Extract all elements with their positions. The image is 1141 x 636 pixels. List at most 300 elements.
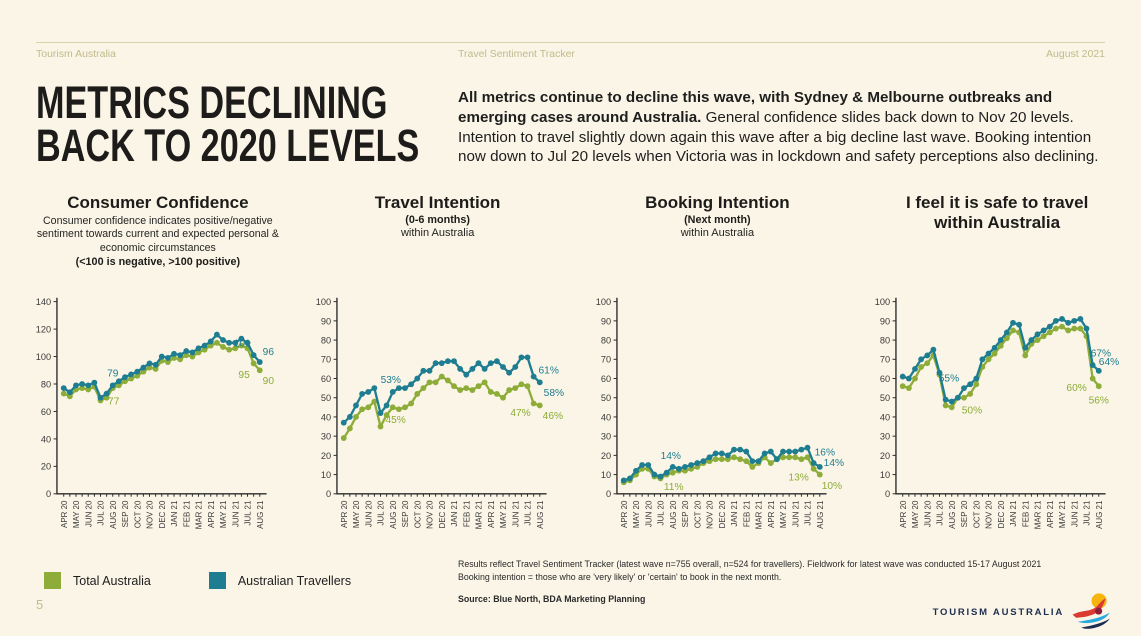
x-tick-label: NOV 20 xyxy=(425,500,435,529)
y-tick-label: 10 xyxy=(880,469,891,480)
data-point xyxy=(530,374,536,380)
y-tick-label: 100 xyxy=(875,297,891,308)
data-point xyxy=(943,397,949,403)
legend-item-australian-travellers xyxy=(209,572,351,589)
data-point xyxy=(1010,328,1016,334)
y-tick-label: 40 xyxy=(600,412,611,423)
y-tick-label: 70 xyxy=(600,354,611,365)
data-point xyxy=(651,472,657,478)
x-tick-label: AUG 20 xyxy=(388,500,398,529)
data-point xyxy=(353,414,359,420)
data-point xyxy=(390,389,396,395)
data-point xyxy=(657,474,663,480)
data-point xyxy=(426,368,432,374)
data-point xyxy=(347,414,353,420)
data-point xyxy=(780,449,786,455)
legend-swatch-green xyxy=(44,572,61,589)
data-point xyxy=(110,382,116,388)
data-point xyxy=(353,402,359,408)
data-point xyxy=(439,360,445,366)
x-tick-label: JUN 20 xyxy=(364,500,374,528)
data-point xyxy=(912,366,918,372)
data-point xyxy=(700,458,706,464)
data-point xyxy=(1053,318,1059,324)
data-point xyxy=(165,355,171,361)
data-point xyxy=(986,356,992,362)
point-label: 95 xyxy=(238,369,250,381)
chart-title: I feel it is safe to travel within Australia xyxy=(905,193,1089,232)
y-tick-label: 30 xyxy=(600,431,611,442)
y-tick-label: 90 xyxy=(320,316,331,327)
data-point xyxy=(530,401,536,407)
data-point xyxy=(816,464,822,470)
data-point xyxy=(900,374,906,380)
y-tick-label: 50 xyxy=(320,393,331,404)
data-point xyxy=(798,447,804,453)
data-point xyxy=(153,362,159,368)
data-point xyxy=(377,424,383,430)
x-tick-label: AUG 21 xyxy=(255,500,265,529)
data-point xyxy=(396,406,402,412)
kangaroo-logo-icon xyxy=(1069,592,1115,632)
data-point xyxy=(494,391,500,397)
data-point xyxy=(91,380,97,386)
x-tick-label: JAN 21 xyxy=(1009,500,1019,527)
x-tick-label: MAY 20 xyxy=(351,500,361,529)
y-tick-label: 0 xyxy=(45,489,52,500)
y-tick-label: 80 xyxy=(600,335,611,346)
x-tick-label: MAY 20 xyxy=(911,500,921,529)
data-point xyxy=(663,470,669,476)
data-point xyxy=(341,435,347,441)
data-point xyxy=(524,354,530,360)
point-label: 67% xyxy=(1090,348,1112,360)
x-tick-label: DEC 20 xyxy=(157,500,167,529)
x-tick-label: APR 20 xyxy=(339,500,349,528)
data-point xyxy=(506,370,512,376)
data-point xyxy=(749,458,755,464)
data-point xyxy=(1072,318,1078,324)
data-point xyxy=(1041,328,1047,334)
y-tick-label: 30 xyxy=(880,431,891,442)
data-point xyxy=(992,345,998,351)
chart-title: Travel Intention xyxy=(374,193,501,212)
x-tick-label: JUL 21 xyxy=(803,500,813,526)
header-brand: Tourism Australia xyxy=(36,48,116,60)
point-label: 79 xyxy=(107,368,119,380)
x-tick-label: SEP 20 xyxy=(400,500,410,528)
point-label: 60% xyxy=(1066,383,1088,395)
data-point xyxy=(432,379,438,385)
y-tick-label: 50 xyxy=(880,393,891,404)
data-point xyxy=(341,420,347,426)
x-tick-label: JAN 21 xyxy=(729,500,739,527)
x-tick-label: AUG 21 xyxy=(1095,500,1105,529)
data-point xyxy=(633,468,639,474)
data-point xyxy=(792,454,798,460)
data-point xyxy=(967,381,973,387)
chart-canvas-consumer-confidence xyxy=(22,290,294,535)
data-point xyxy=(475,383,481,389)
point-label: 77 xyxy=(108,396,120,408)
y-tick-label: 30 xyxy=(320,431,331,442)
x-tick-label: APR 20 xyxy=(899,500,909,528)
summary-bold: All metrics continue to decline this wave, with Sydney & Melbourne outbreaks and emerging cases around Australia. xyxy=(458,89,1053,126)
data-point xyxy=(1078,316,1084,322)
data-point xyxy=(171,351,177,357)
data-point xyxy=(1059,324,1065,330)
chart-canvas-travel-intention xyxy=(302,290,574,535)
data-point xyxy=(61,385,67,391)
data-point xyxy=(810,466,816,472)
data-point xyxy=(1047,329,1053,335)
data-point xyxy=(724,452,730,458)
chart-subtitle: Consumer confidence indicates positive/negative sentiment towards current and expected personal & economic circumstances xyxy=(36,214,279,254)
data-point xyxy=(688,462,694,468)
x-tick-label: JUL 21 xyxy=(523,500,533,526)
data-point xyxy=(140,365,146,371)
logo-text: TOURISM AUSTRALIA xyxy=(932,606,1064,618)
data-point xyxy=(481,379,487,385)
x-tick-label: FEB 21 xyxy=(182,500,192,528)
data-point xyxy=(500,364,506,370)
data-point xyxy=(974,376,980,382)
data-point xyxy=(992,351,998,357)
data-point xyxy=(377,410,383,416)
data-point xyxy=(402,385,408,391)
data-point xyxy=(669,464,675,470)
axis xyxy=(337,298,547,494)
point-label: 14% xyxy=(823,457,844,469)
chart-booking-intention xyxy=(582,193,854,535)
data-point xyxy=(712,456,718,462)
y-tick-label: 40 xyxy=(320,412,331,423)
point-label: 61% xyxy=(538,365,559,377)
data-point xyxy=(949,399,955,405)
y-tick-label: 40 xyxy=(880,412,891,423)
legend xyxy=(44,572,351,589)
x-tick-label: JUL 21 xyxy=(1082,500,1092,526)
x-tick-label: JUN 21 xyxy=(1070,500,1080,528)
y-tick-label: 60 xyxy=(880,373,891,384)
data-point xyxy=(214,332,220,338)
point-label: 56% xyxy=(1088,395,1110,407)
data-point xyxy=(524,383,530,389)
x-tick-label: AUG 21 xyxy=(815,500,825,529)
x-tick-label: MAY 20 xyxy=(631,500,641,529)
point-label: 16% xyxy=(814,447,835,459)
y-tick-label: 80 xyxy=(40,379,52,390)
y-tick-label: 10 xyxy=(600,469,611,480)
data-point xyxy=(955,395,961,401)
point-label: 50% xyxy=(962,405,983,417)
data-point xyxy=(900,383,906,389)
point-label: 46% xyxy=(542,410,563,422)
data-point xyxy=(918,364,924,370)
data-point xyxy=(414,391,420,397)
data-point xyxy=(134,369,140,375)
data-point xyxy=(1096,383,1102,389)
data-point xyxy=(365,389,371,395)
point-label: 55% xyxy=(939,373,960,385)
data-point xyxy=(743,458,749,464)
x-tick-label: JUN 20 xyxy=(643,500,653,528)
chart-consumer-confidence xyxy=(22,193,294,535)
data-point xyxy=(359,406,365,412)
data-point xyxy=(469,366,475,372)
data-point xyxy=(414,376,420,382)
data-point xyxy=(1035,331,1041,337)
y-tick-label: 140 xyxy=(35,297,52,308)
data-point xyxy=(626,476,632,482)
x-tick-label: SEP 20 xyxy=(960,500,970,528)
header-report-title: Travel Sentiment Tracker xyxy=(458,48,575,60)
point-label: 53% xyxy=(380,375,401,387)
data-point xyxy=(906,385,912,391)
x-tick-label: SEP 20 xyxy=(680,500,690,528)
data-point xyxy=(718,451,724,457)
data-point xyxy=(67,389,73,395)
x-tick-label: MAR 21 xyxy=(754,500,764,530)
x-tick-label: JUN 21 xyxy=(511,500,521,528)
data-point xyxy=(1072,326,1078,332)
data-point xyxy=(512,385,518,391)
data-point xyxy=(402,404,408,410)
data-point xyxy=(810,460,816,466)
x-tick-label: JAN 21 xyxy=(170,500,180,527)
data-point xyxy=(128,371,134,377)
chart-subtitle-bold: (Next month) xyxy=(684,213,751,226)
y-tick-label: 100 xyxy=(35,351,52,362)
data-point xyxy=(980,356,986,362)
x-tick-label: NOV 20 xyxy=(145,500,155,529)
legend-swatch-teal xyxy=(209,572,226,589)
data-point xyxy=(390,404,396,410)
data-point xyxy=(731,447,737,453)
x-tick-label: DEC 20 xyxy=(437,500,447,529)
data-point xyxy=(1084,326,1090,332)
data-point xyxy=(906,376,912,382)
y-tick-label: 0 xyxy=(885,489,891,500)
x-tick-label: NOV 20 xyxy=(705,500,715,529)
x-tick-label: JUL 20 xyxy=(376,500,386,526)
data-point xyxy=(220,337,226,343)
data-point xyxy=(792,449,798,455)
data-point xyxy=(451,383,457,389)
data-point xyxy=(518,381,524,387)
data-point xyxy=(620,477,626,483)
chart-subtitle: within Australia xyxy=(400,226,475,239)
tourism-australia-logo xyxy=(933,592,1115,632)
data-point xyxy=(420,368,426,374)
data-point xyxy=(537,402,543,408)
data-point xyxy=(408,381,414,387)
data-point xyxy=(675,466,681,472)
data-point xyxy=(226,340,232,346)
y-tick-label: 20 xyxy=(320,450,331,461)
x-tick-label: APR 21 xyxy=(1046,500,1056,528)
x-tick-label: JUL 21 xyxy=(243,500,253,526)
data-point xyxy=(645,462,651,468)
x-tick-label: JUN 20 xyxy=(84,500,94,528)
data-point xyxy=(469,387,475,393)
data-point xyxy=(1023,345,1029,351)
footnote-line1: Results reflect Travel Sentiment Tracker (latest wave n=755 overall, n=524 for travellers). Fieldwork for latest wave was conducted 15-17 August 2021 xyxy=(458,559,1042,569)
y-tick-label: 0 xyxy=(605,489,611,500)
x-tick-label: MAY 21 xyxy=(219,500,229,529)
data-point xyxy=(383,402,389,408)
point-label: 45% xyxy=(385,414,406,426)
x-tick-label: DEC 20 xyxy=(717,500,727,529)
data-point xyxy=(98,395,104,401)
data-point xyxy=(639,462,645,468)
data-point xyxy=(189,350,195,356)
data-point xyxy=(755,458,761,464)
x-tick-label: MAR 21 xyxy=(194,500,204,530)
y-tick-label: 0 xyxy=(325,489,331,500)
data-point xyxy=(85,382,91,388)
x-tick-label: NOV 20 xyxy=(984,500,994,529)
chart-canvas-safe-to-travel xyxy=(861,290,1133,535)
data-point xyxy=(202,343,208,349)
data-point xyxy=(537,379,543,385)
point-label: 11% xyxy=(663,482,684,494)
data-point xyxy=(737,456,743,462)
data-point xyxy=(500,395,506,401)
data-point xyxy=(1029,337,1035,343)
data-point xyxy=(463,372,469,378)
x-tick-label: AUG 20 xyxy=(108,500,118,529)
x-tick-label: FEB 21 xyxy=(1021,500,1031,528)
x-tick-label: JUN 21 xyxy=(790,500,800,528)
y-tick-label: 70 xyxy=(880,354,891,365)
data-point xyxy=(104,391,110,397)
x-tick-label: AUG 21 xyxy=(535,500,545,529)
data-point xyxy=(786,454,792,460)
point-label: 13% xyxy=(787,472,809,484)
header-divider xyxy=(36,42,1105,43)
axis xyxy=(57,298,267,494)
page-title-line2: BACK TO 2020 LEVELS xyxy=(36,119,420,171)
data-point xyxy=(426,379,432,385)
data-point xyxy=(706,454,712,460)
x-tick-label: AUG 20 xyxy=(948,500,958,529)
data-point xyxy=(967,391,973,397)
y-tick-label: 20 xyxy=(880,450,891,461)
x-tick-label: MAY 21 xyxy=(778,500,788,529)
chart-canvas-booking-intention xyxy=(582,290,854,535)
data-point xyxy=(488,360,494,366)
data-point xyxy=(712,451,718,457)
data-point xyxy=(445,378,451,384)
data-point xyxy=(1065,320,1071,326)
footnote-source: Source: Blue North, BDA Marketing Planning xyxy=(458,593,646,604)
data-point xyxy=(1059,316,1065,322)
data-point xyxy=(196,345,202,351)
y-tick-label: 90 xyxy=(880,316,891,327)
footnote-line2: Booking intention = those who are 'very likely' or 'certain' to book in the next month. xyxy=(458,571,782,582)
data-point xyxy=(488,389,494,395)
point-label: 58% xyxy=(543,387,564,399)
x-tick-label: MAR 21 xyxy=(474,500,484,530)
legend-label: Australian Travellers xyxy=(237,573,352,588)
data-point xyxy=(694,460,700,466)
x-tick-label: MAY 21 xyxy=(498,500,508,529)
x-tick-label: OCT 20 xyxy=(413,500,423,529)
y-tick-label: 70 xyxy=(320,354,331,365)
data-point xyxy=(147,360,153,366)
data-point xyxy=(518,354,524,360)
page-title xyxy=(36,77,420,171)
page-title-line1: METRICS DECLINING xyxy=(36,77,388,128)
data-point xyxy=(512,364,518,370)
legend-item-total-australia xyxy=(44,572,151,589)
data-point xyxy=(1090,362,1096,368)
charts-row xyxy=(22,193,1133,535)
data-point xyxy=(816,472,822,478)
x-tick-label: MAR 21 xyxy=(1033,500,1043,530)
point-label: 64% xyxy=(1099,356,1120,368)
x-tick-label: JUN 21 xyxy=(231,500,241,528)
data-point xyxy=(1035,337,1041,343)
data-point xyxy=(1065,328,1071,334)
data-point xyxy=(365,404,371,410)
x-tick-label: OCT 20 xyxy=(692,500,702,529)
point-label: 96 xyxy=(262,347,275,359)
data-point xyxy=(457,387,463,393)
chart-safe-to-travel xyxy=(861,193,1133,535)
data-point xyxy=(257,359,263,365)
data-point xyxy=(257,367,263,373)
y-tick-label: 60 xyxy=(320,373,331,384)
data-point xyxy=(359,391,365,397)
data-point xyxy=(371,385,377,391)
point-label: 10% xyxy=(821,481,842,493)
x-tick-label: MAY 20 xyxy=(72,500,82,529)
data-point xyxy=(226,347,232,353)
y-tick-label: 100 xyxy=(315,297,331,308)
data-point xyxy=(918,356,924,362)
data-point xyxy=(183,348,189,354)
data-point xyxy=(1041,333,1047,339)
data-point xyxy=(432,360,438,366)
data-point xyxy=(943,402,949,408)
data-point xyxy=(439,374,445,380)
data-point xyxy=(420,385,426,391)
y-tick-label: 50 xyxy=(600,393,611,404)
x-tick-label: MAY 21 xyxy=(1058,500,1068,529)
chart-header xyxy=(861,193,1133,290)
chart-header xyxy=(302,193,574,290)
data-point xyxy=(61,391,67,397)
x-tick-label: JUN 20 xyxy=(923,500,933,528)
data-point xyxy=(1016,322,1022,328)
summary-paragraph xyxy=(458,88,1113,167)
data-point xyxy=(786,449,792,455)
y-tick-label: 90 xyxy=(600,316,611,327)
data-point xyxy=(931,347,937,353)
chart-title: Booking Intention xyxy=(645,193,790,212)
data-point xyxy=(408,401,414,407)
x-tick-label: FEB 21 xyxy=(462,500,472,528)
x-tick-label: AUG 20 xyxy=(668,500,678,529)
chart-travel-intention xyxy=(302,193,574,535)
x-tick-label: OCT 20 xyxy=(133,500,143,529)
data-point xyxy=(743,449,749,455)
data-point xyxy=(1023,353,1029,359)
data-point xyxy=(974,381,980,387)
data-point xyxy=(481,366,487,372)
